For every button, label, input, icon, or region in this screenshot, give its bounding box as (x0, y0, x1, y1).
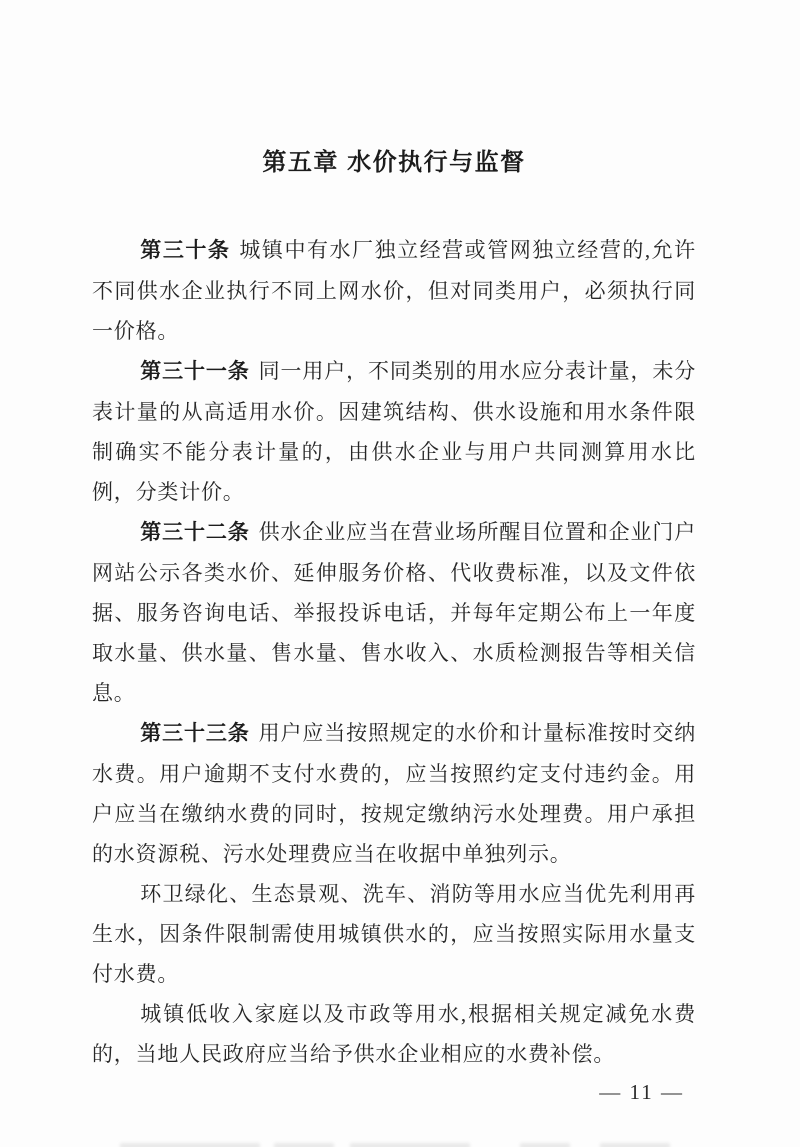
paragraph (92, 351, 696, 512)
paragraphs (92, 230, 696, 1074)
paragraph (92, 874, 696, 994)
paragraph-lead: 第三十一条 (140, 360, 250, 383)
paragraph (92, 512, 696, 713)
paragraph-lead: 第三十二条 (140, 521, 250, 544)
paragraph (92, 994, 696, 1074)
chapter-title: 第五章 水价执行与监督 (262, 149, 526, 176)
scan-smudge (520, 1143, 570, 1147)
scan-smudge (350, 1143, 470, 1147)
paragraph-text: 同一用户，不同类别的用水应分表计量，未分表计量的从高适用水价。因建筑结构、供水设施和用水条件限制确实不能分表计量的，由供水企业与用户共同测算用水比例，分类计价。 (92, 359, 697, 504)
scan-smudge (120, 1143, 260, 1147)
paragraph (92, 713, 696, 874)
scan-smudge (600, 1143, 670, 1147)
paragraph-lead: 第三十条 (140, 239, 231, 262)
page-number: — 11 — (599, 1080, 684, 1104)
paragraph-lead: 第三十三条 (140, 722, 250, 745)
scan-artifact (0, 1141, 800, 1147)
paragraph-text: 用户应当按照规定的水价和计量标准按时交纳水费。用户逾期不支付水费的，应当按照约定支付违约金。用户应当在缴纳水费的同时，按规定缴纳污水处理费。用户承担的水资源税、污水处理费应当在收据中单独列示。 (92, 721, 697, 866)
paragraph-text: 供水企业应当在营业场所醒目位置和企业门户网站公示各类水价、延伸服务价格、代收费标准，以及文件依据、服务咨询电话、举报投诉电话，并每年定期公布上一年度取水量、供水量、售水量、售水收入、水质检测报告等相关信息。 (92, 520, 697, 705)
paragraph-text: 城镇低收入家庭以及市政等用水,根据相关规定减免水费的，当地人民政府应当给予供水企业相应的水费补偿。 (92, 1002, 696, 1066)
scan-smudge (274, 1143, 334, 1147)
paragraph-text: 环卫绿化、生态景观、洗车、消防等用水应当优先利用再生水，因条件限制需使用城镇供水的，应当按照实际用水量支付水费。 (92, 882, 696, 986)
paragraph-text: 城镇中有水厂独立经营或管网独立经营的,允许不同供水企业执行不同上网水价，但对同类用户，必须执行同一价格。 (92, 238, 696, 343)
page-content (92, 146, 696, 1105)
paragraph (92, 230, 696, 351)
